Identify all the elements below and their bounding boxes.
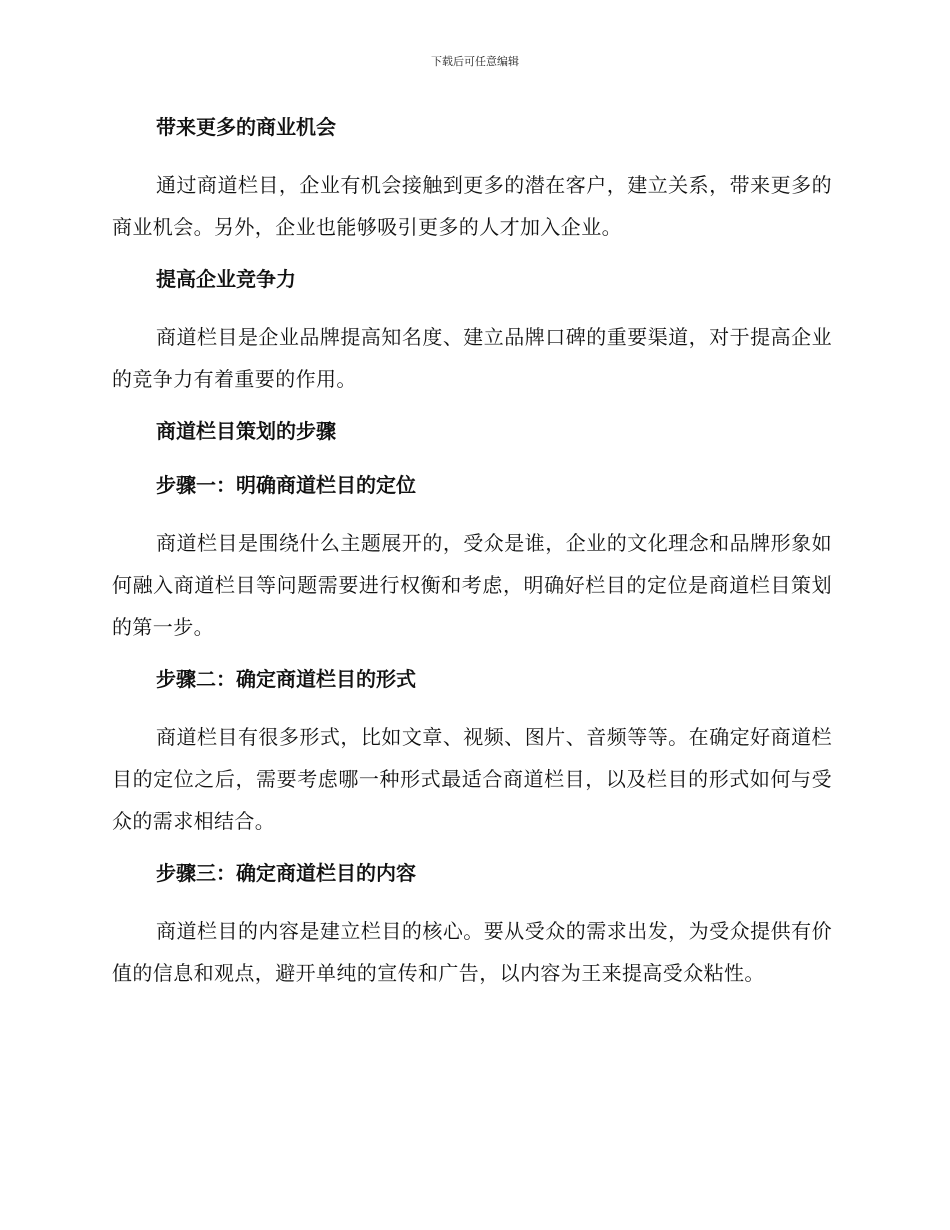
document-body xyxy=(112,110,832,1008)
paragraph-business-opportunities: 通过商道栏目，企业有机会接触到更多的潜在客户，建立关系，带来更多的商业机会。另外，企业也能够吸引更多的人才加入企业。 xyxy=(112,173,832,239)
step-three-heading: 步骤三：确定商道栏目的内容 xyxy=(156,861,416,885)
section-heading-planning-steps: 商道栏目策划的步骤 xyxy=(156,419,336,443)
section-heading-competitiveness: 提高企业竞争力 xyxy=(156,267,296,291)
step-two-paragraph: 商道栏目有很多形式，比如文章、视频、图片、音频等等。在确定好商道栏目的定位之后，需要考虑哪一种形式最适合商道栏目，以及栏目的形式如何与受众的需求相结合。 xyxy=(112,725,832,833)
step-one-heading: 步骤一：明确商道栏目的定位 xyxy=(156,473,416,497)
paragraph-competitiveness: 商道栏目是企业品牌提高知名度、建立品牌口碑的重要渠道，对于提高企业的竞争力有着重要的作用。 xyxy=(112,325,832,391)
step-one-paragraph: 商道栏目是围绕什么主题展开的，受众是谁，企业的文化理念和品牌形象如何融入商道栏目等问题需要进行权衡和考虑，明确好栏目的定位是商道栏目策划的第一步。 xyxy=(112,531,832,639)
step-three-paragraph: 商道栏目的内容是建立栏目的核心。要从受众的需求出发，为受众提供有价值的信息和观点，避开单纯的宣传和广告，以内容为王来提高受众粘性。 xyxy=(112,919,832,985)
step-two-heading: 步骤二：确定商道栏目的形式 xyxy=(156,667,416,691)
page-header: 下载后可任意编辑 xyxy=(431,55,519,68)
section-heading-business-opportunities: 带来更多的商业机会 xyxy=(156,115,336,139)
